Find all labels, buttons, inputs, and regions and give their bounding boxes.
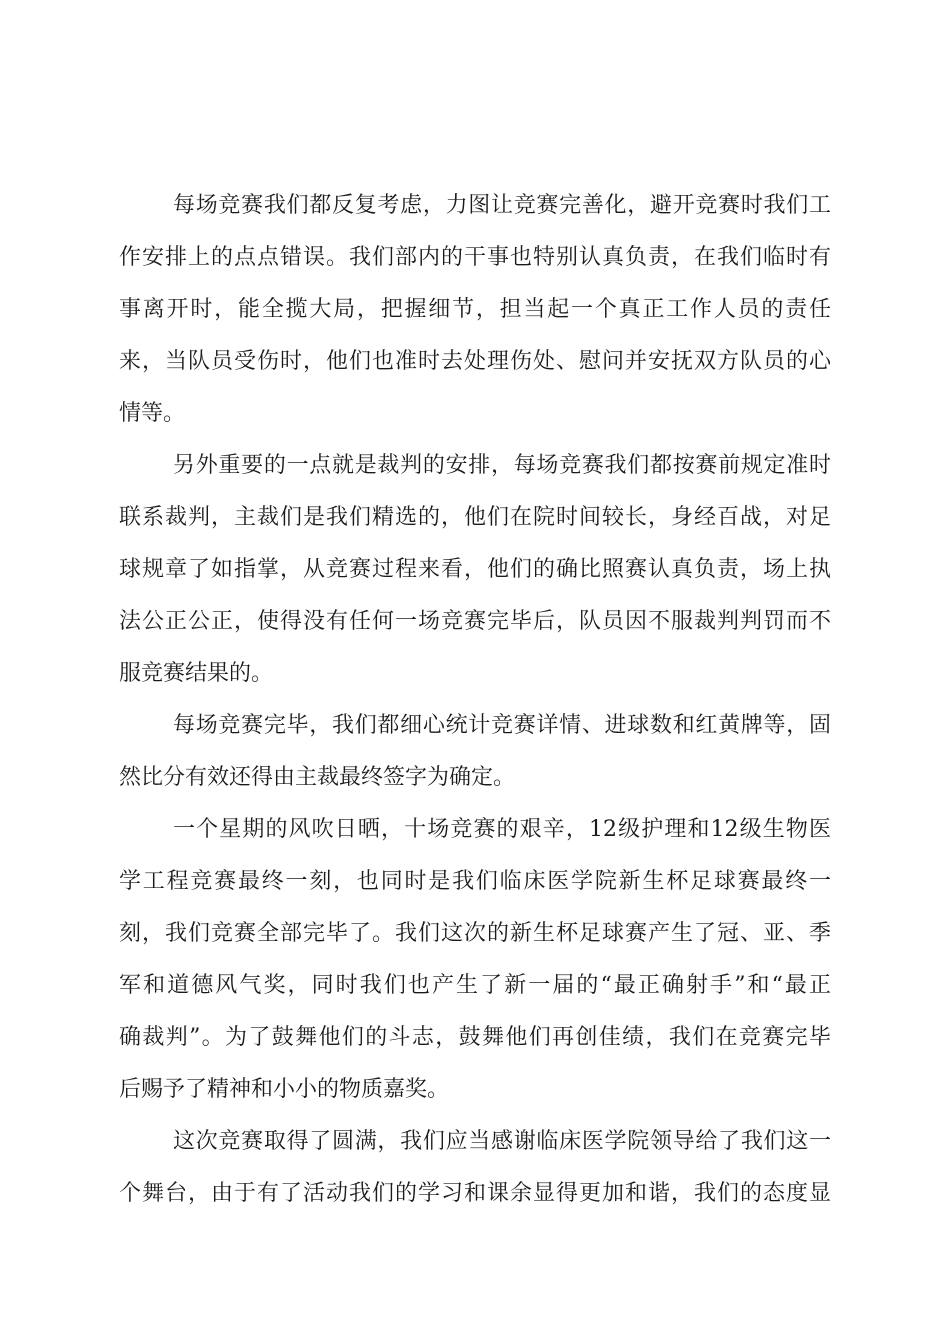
text-line: 这次竞赛取得了圆满，我们应当感谢临床医学院领导给了我们这一 [173, 1129, 831, 1154]
paragraph [119, 180, 831, 440]
text-line: 个舞台，由于有了活动我们的学习和课余显得更加和谐，我们的态度显 [119, 1181, 831, 1206]
text-line: 每场竞赛我们都反复考虑，力图让竞赛完善化，避开竞赛时我们工 [173, 193, 831, 218]
text-line: 联系裁判，主裁们是我们精选的，他们在院时间较长，身经百战，对足 [119, 505, 831, 530]
text-line: 球规章了如指掌，从竞赛过程来看，他们的确比照赛认真负责，场上执 [119, 557, 831, 582]
paragraph [119, 1116, 831, 1220]
text-line: 情等。 [119, 401, 186, 426]
text-line: 服竞赛结果的。 [119, 661, 274, 686]
text-line: 一个星期的风吹日晒，十场竞赛的艰辛，12级护理和12级生物医 [173, 817, 831, 842]
text-line: 学工程竞赛最终一刻，也同时是我们临床医学院新生杯足球赛最终一 [119, 869, 831, 894]
document-body [119, 180, 831, 1220]
text-line: 后赐予了精神和小小的物质嘉奖。 [119, 1077, 450, 1102]
text-line: 然比分有效还得由主裁最终签字为确定。 [119, 765, 516, 790]
text-line: 军和道德风气奖，同时我们也产生了新一届的“最正确射手”和“最正 [119, 973, 831, 998]
text-line: 每场竞赛完毕，我们都细心统计竞赛详情、进球数和红黄牌等，固 [173, 713, 831, 738]
text-line: 刻，我们竞赛全部完毕了。我们这次的新生杯足球赛产生了冠、亚、季 [119, 921, 831, 946]
paragraph [119, 440, 831, 700]
paragraph [119, 700, 831, 804]
text-line: 来，当队员受伤时，他们也准时去处理伤处、慰问并安抚双方队员的心 [119, 349, 831, 374]
text-line: 作安排上的点点错误。我们部内的干事也特别认真负责，在我们临时有 [119, 245, 831, 270]
text-line: 确裁判”。为了鼓舞他们的斗志，鼓舞他们再创佳绩，我们在竞赛完毕 [119, 1025, 831, 1050]
paragraph [119, 804, 831, 1116]
text-line: 事离开时，能全揽大局，把握细节，担当起一个真正工作人员的责任 [119, 297, 831, 322]
text-line: 另外重要的一点就是裁判的安排，每场竞赛我们都按赛前规定准时 [173, 453, 831, 478]
text-line: 法公正公正，使得没有任何一场竞赛完毕后，队员因不服裁判判罚而不 [119, 609, 831, 634]
